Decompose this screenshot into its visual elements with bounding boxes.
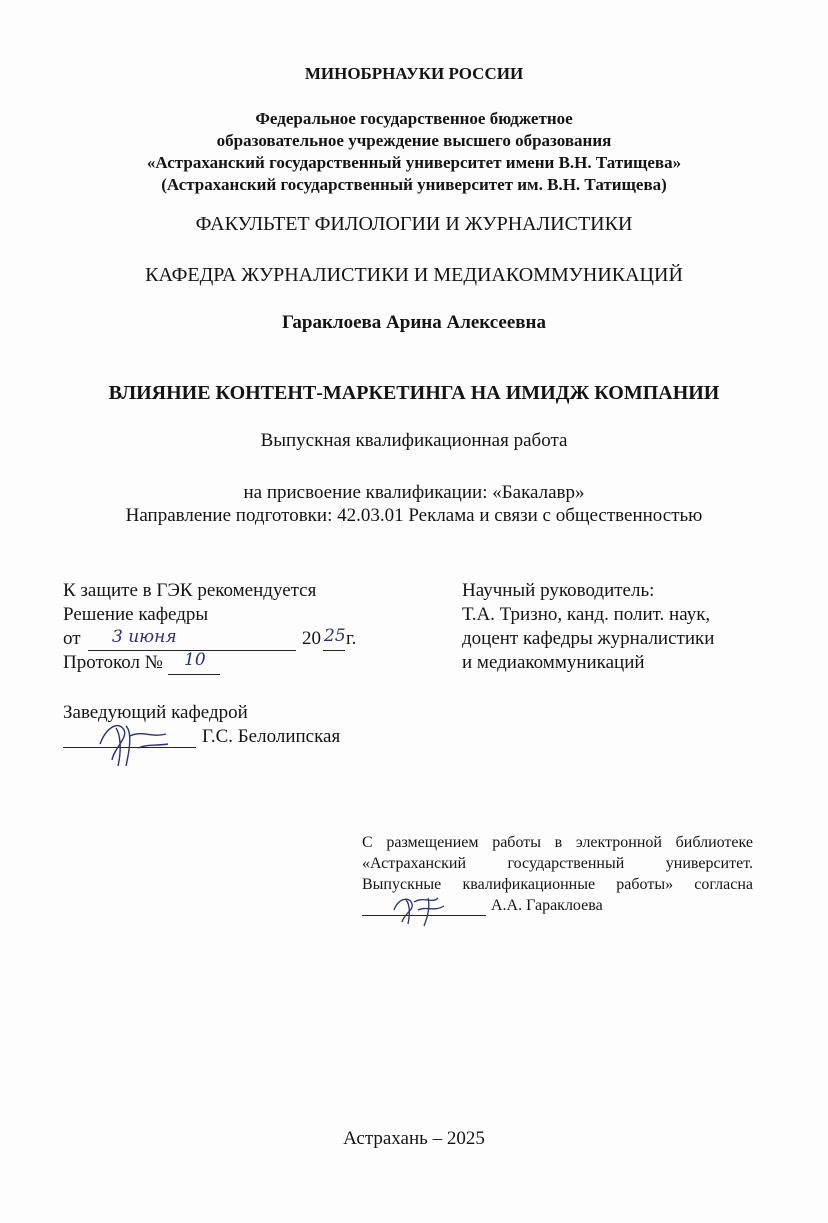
department-heading: КАФЕДРА ЖУРНАЛИСТИКИ И МЕДИАКОММУНИКАЦИЙ (145, 264, 683, 286)
org-line-2: образовательное учреждение высшего образования (216, 131, 612, 150)
supervisor-label: Научный руководитель: (462, 580, 655, 601)
supervisor-line-2: доцент кафедры журналистики (462, 628, 715, 649)
supervisor-line-3: и медиакоммуникаций (462, 652, 645, 673)
decision-label: Решение кафедры (63, 604, 209, 625)
consent-line-2: «Астраханский государственный университет. (362, 855, 753, 872)
work-type: Выпускная квалификационная работа (260, 430, 568, 451)
protocol-handwritten: 10 (184, 650, 206, 670)
date-handwritten: 3 июня (112, 627, 177, 647)
head-label: Заведующий кафедрой (63, 702, 248, 723)
head-signature (92, 708, 172, 768)
year-handwritten: 25 (324, 626, 346, 646)
faculty-heading: ФАКУЛЬТЕТ ФИЛОЛОГИИ И ЖУРНАЛИСТИКИ (195, 213, 633, 235)
protocol-underline (168, 674, 220, 675)
org-line-1: Федеральное государственное бюджетное (255, 109, 573, 128)
consent-line-3: Выпускные квалификационные работы» согласна (362, 876, 753, 893)
date-from-label: от (63, 628, 81, 649)
protocol-label: Протокол № (63, 652, 163, 673)
ministry-heading: МИНОБРНАУКИ РОССИИ (304, 64, 524, 83)
work-title: ВЛИЯНИЕ КОНТЕНТ-МАРКЕТИНГА НА ИМИДЖ КОМПАНИИ (108, 382, 720, 404)
year-suffix: г. (346, 628, 357, 649)
author-signature (388, 888, 448, 928)
author-name: Гараклоева Арина Алексеевна (282, 312, 546, 333)
recommend-label: К защите в ГЭК рекомендуется (63, 580, 317, 601)
year-prefix: 20 (302, 628, 321, 649)
year-underline (323, 650, 345, 651)
head-name: Г.С. Белолипская (202, 726, 341, 747)
org-line-4: (Астраханский государственный университет им. В.Н. Татищева) (161, 175, 667, 194)
city-year-footer: Астрахань – 2025 (343, 1128, 485, 1149)
qualification-line: на присвоение квалификации: «Бакалавр» (243, 482, 585, 503)
direction-line: Направление подготовки: 42.03.01 Реклама и связи с общественностью (125, 505, 703, 526)
consent-name: А.А. Гараклоева (491, 897, 603, 914)
consent-line-1: С размещением работы в электронной библиотеке (362, 834, 753, 851)
org-line-3: «Астраханский государственный университет имени В.Н. Татищева» (146, 153, 682, 172)
supervisor-line-1: Т.А. Тризно, канд. полит. наук, (462, 604, 711, 625)
